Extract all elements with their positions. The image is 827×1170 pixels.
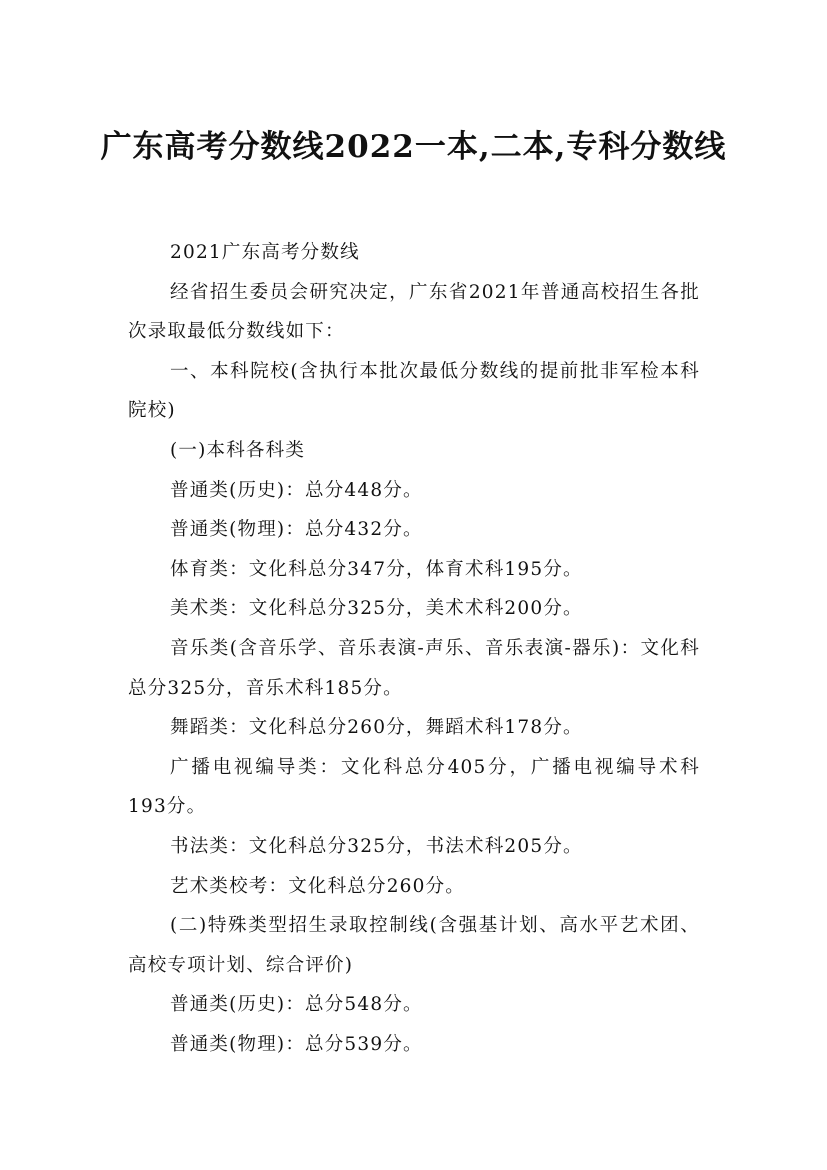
paragraph-item: 体育类：文化科总分347分，体育术科195分。 — [170, 558, 583, 580]
paragraph-item: 普通类(历史)：总分448分。 — [170, 479, 423, 501]
paragraph-item: 普通类(历史)：总分548分。 — [170, 994, 423, 1016]
paragraph-item: 普通类(物理)：总分539分。 — [170, 1033, 423, 1055]
paragraph-subsection-2: (二)特殊类型招生录取控制线(含强基计划、高水平艺术团、高校专项计划、综合评价) — [128, 915, 700, 976]
paragraph-item: 美术类：文化科总分325分，美术术科200分。 — [170, 598, 583, 620]
paragraph-item: 音乐类(含音乐学、音乐表演-声乐、音乐表演-器乐)：文化科总分325分，音乐术科185分。 — [128, 637, 700, 699]
paragraph-intro: 经省招生委员会研究决定，广东省2021年普通高校招生各批次录取最低分数线如下： — [128, 281, 700, 343]
paragraph-item: 舞蹈类：文化科总分260分，舞蹈术科178分。 — [170, 717, 583, 739]
document-title: 广东高考分数线2022一本,二本,专科分数线 — [100, 128, 727, 165]
paragraph-heading-2021: 2021广东高考分数线 — [170, 242, 360, 263]
paragraph-subsection-1: (一)本科各科类 — [170, 439, 306, 461]
paragraph-section-1: 一、本科院校(含执行本批次最低分数线的提前批非军检本科院校) — [128, 360, 700, 422]
document-body — [128, 233, 700, 1064]
paragraph-item: 普通类(物理)：总分432分。 — [170, 519, 423, 541]
paragraph-item: 广播电视编导类：文化科总分405分，广播电视编导术科193分。 — [128, 756, 700, 818]
paragraph-item: 艺术类校考：文化科总分260分。 — [170, 875, 466, 897]
paragraph-item: 书法类：文化科总分325分，书法术科205分。 — [170, 835, 583, 857]
